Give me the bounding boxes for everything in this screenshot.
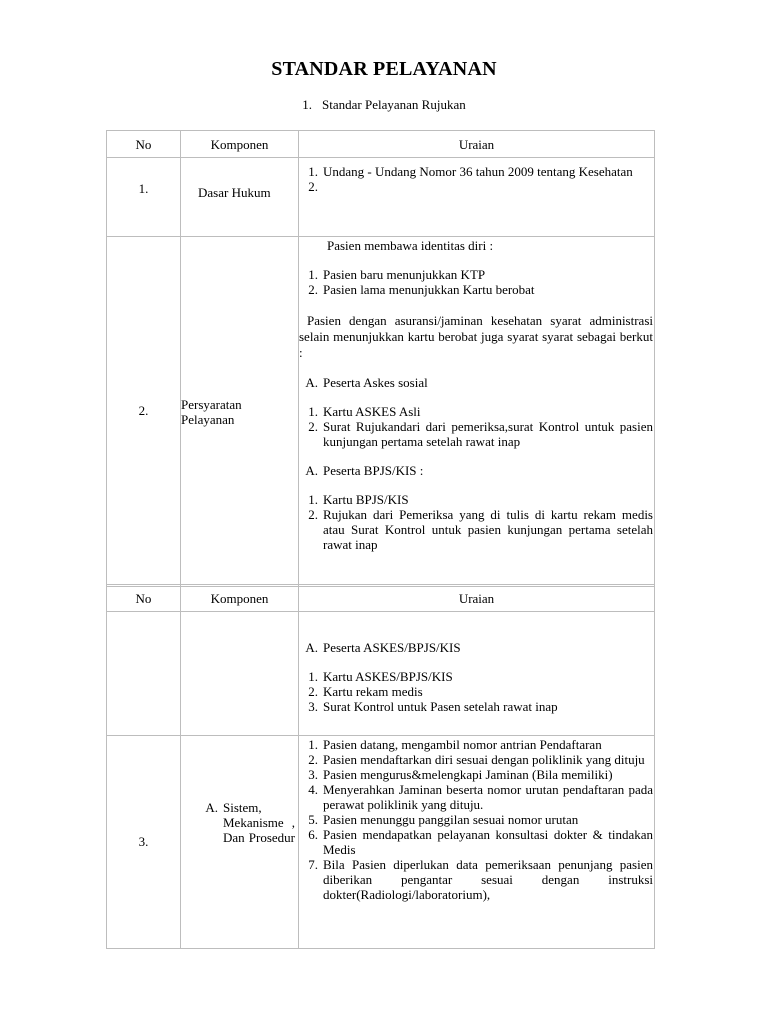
list-item: 5. Pasien menunggu panggilan sesuai nomor urutan (308, 812, 579, 827)
subtitle-text: Standar Pelayanan Rujukan (322, 97, 466, 112)
row-component: Persyaratan Pelayanan (181, 237, 299, 587)
header-komponen: Komponen (181, 131, 299, 158)
row-description (299, 736, 655, 949)
bpjs-section: A. Peserta BPJS/KIS : (305, 463, 424, 478)
list-item: 2. Pasien mendaftarkan diri sesuai dengan poliklinik yang dituju (308, 752, 645, 767)
table-row (107, 736, 655, 949)
list-item: 4. Menyerahkan Jaminan beserta nomor urutan pendaftaran pada perawat poliklinik yang dituju. (308, 782, 653, 812)
table-row (107, 237, 655, 587)
identity-list (299, 267, 653, 297)
service-standard-table (106, 130, 655, 587)
askes-section: A. Peserta Askes sosial (305, 375, 428, 390)
list-item: 1. Pasien baru menunjukkan KTP (308, 267, 486, 282)
legal-basis-list (299, 158, 653, 194)
list-item: 2. (308, 179, 318, 194)
list-item: 2. Pasien lama menunjukkan Kartu berobat (308, 282, 535, 297)
subtitle-number: 1. (302, 97, 313, 112)
list-item: 6. Pasien mendapatkan pelayanan konsultasi dokter & tindakan Medis (308, 827, 653, 857)
list-item: 1. Undang - Undang Nomor 36 tahun 2009 tentang Kesehatan (308, 164, 633, 179)
header-komponen: Komponen (181, 585, 299, 612)
list-item: 2. Rujukan dari Pemeriksa yang di tulis di kartu rekam medis atau Surat Kontrol untuk pasien kunjungan pertama setelah rawat inap (308, 507, 653, 552)
row-number: 3. (107, 736, 181, 949)
bpjs-list (299, 492, 653, 552)
header-uraian: Uraian (299, 585, 655, 612)
list-item: 7. Bila Pasien diperlukan data pemeriksaan penunjang pasien diberikan pengantar sesuai dengan instruksi dokter(Radiologi/laboratorium), (308, 857, 653, 902)
row-description (299, 158, 655, 237)
list-item: 3. Surat Kontrol untuk Pasen setelah rawat inap (308, 699, 558, 714)
list-item: 1. Kartu ASKES/BPJS/KIS (308, 669, 453, 684)
insurance-paragraph: Pasien dengan asuransi/jaminan kesehatan syarat administrasi selain menunjukkan kartu berobat juga syarat syarat sebagai berkut : (299, 313, 653, 360)
row-component: Dasar Hukum (181, 158, 299, 237)
list-item: 2. Surat Rujukandari dari pemeriksa,surat Kontrol untuk pasien kunjungan pertama setelah rawat inap (308, 419, 653, 449)
list-item: 1. Kartu ASKES Asli (308, 404, 421, 419)
document-title: STANDAR PELAYANAN (271, 58, 497, 80)
row-component (181, 736, 299, 949)
table-row (107, 158, 655, 237)
askes-bpjs-list (299, 669, 653, 714)
table-header-row (107, 585, 655, 612)
header-no: No (107, 585, 181, 612)
list-item: 1. Kartu BPJS/KIS (308, 492, 409, 507)
list-item: 3. Pasien mengurus&melengkapi Jaminan (Bila memiliki) (308, 767, 613, 782)
table-row (107, 612, 655, 736)
header-no: No (107, 131, 181, 158)
header-uraian: Uraian (299, 131, 655, 158)
section-subtitle (0, 97, 768, 113)
list-item: 2. Kartu rekam medis (308, 684, 423, 699)
row-number: 1. (107, 158, 181, 237)
identity-intro: Pasien membawa identitas diri : (327, 238, 494, 253)
procedure-list (299, 736, 653, 902)
row-component (181, 612, 299, 736)
row-description (299, 612, 655, 736)
list-item: 1. Pasien datang, mengambil nomor antrian Pendaftaran (308, 737, 602, 752)
procedure-component: A. Sistem, Mekanisme , Dan Prosedur (205, 800, 295, 845)
row-number (107, 612, 181, 736)
table-header-row (107, 131, 655, 158)
askes-list (299, 404, 653, 449)
service-standard-table-continued (106, 584, 655, 949)
row-number: 2. (107, 237, 181, 587)
askes-bpjs-section: A. Peserta ASKES/BPJS/KIS (305, 640, 461, 655)
row-description (299, 237, 655, 587)
